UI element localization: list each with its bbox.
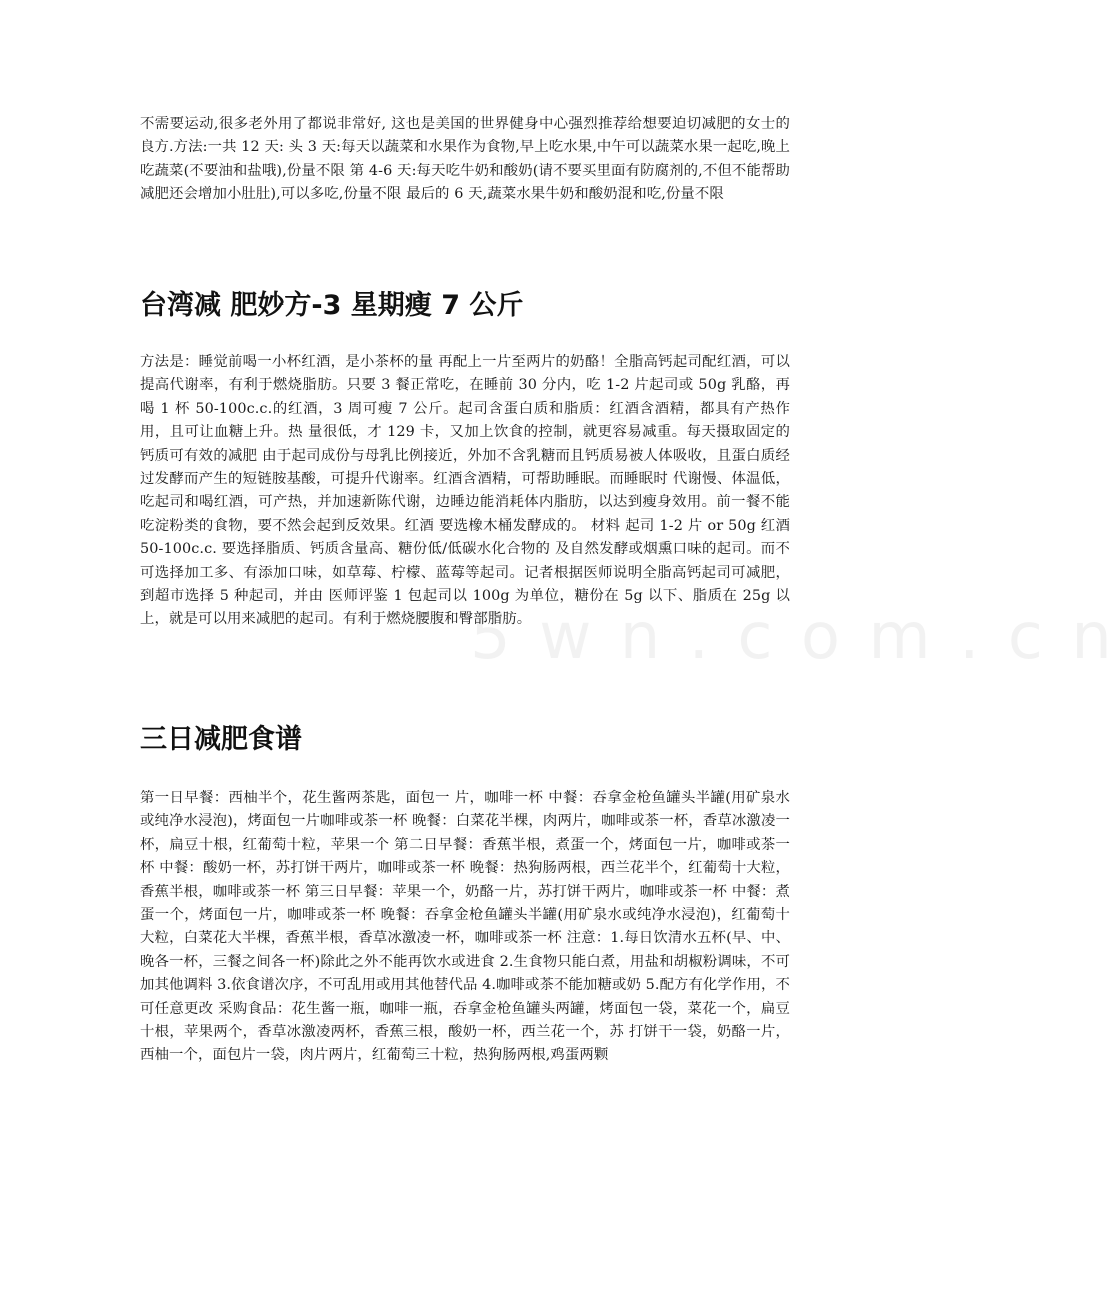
intro-paragraph: 不需要运动,很多老外用了都说非常好, 这也是美国的世界健身中心强烈推荐给想要迫切减肥的女士的良方.方法:一共 12 天: 头 3 天:每天以蔬菜和水果作为食物,早上吃水果,中午可以蔬菜水果一起吃,晚上吃蔬菜(不要油和盐哦),份量不限 第 4-6 天:每天吃牛奶和酸奶(请不要买里面有防腐剂的,不但不能帮助减肥还会增加小肚肚),可以多吃,份量不限 最后的 6 天,蔬菜水果牛奶和酸奶混和吃,份量不限: [140, 116, 790, 203]
section-heading-three-day: 三日减肥食谱: [140, 724, 302, 755]
watermark: 5 w n . c o m . c n: [470, 600, 1116, 674]
section-body-three-day: 第一日早餐：西柚半个，花生酱两茶匙，面包一 片，咖啡一杯 中餐：吞拿金枪鱼罐头半罐(用矿泉水或纯净水浸泡)，烤面包一片咖啡或茶一杯 晚餐：白菜花半棵，肉两片，咖啡或茶一杯，香草冰激凌一杯，扁豆十根，红葡萄十粒，苹果一个 第二日早餐：香蕉半根，煮蛋一个，烤面包一片，咖啡或茶一杯 中餐：酸奶一杯，苏打饼干两片，咖啡或茶一杯 晚餐：热狗肠两根，西兰花半个，红葡萄十大粒，香蕉半根，咖啡或茶一杯 第三日早餐：苹果一个，奶酪一片，苏打饼干两片，咖啡或茶一杯 中餐：煮蛋一个，烤面包一片，咖啡或茶一杯 晚餐：吞拿金枪鱼罐头半罐(用矿泉水或纯净水浸泡)，红葡萄十大粒，白菜花大半棵，香蕉半根，香草冰激凌一杯，咖啡或茶一杯 注意：1.每日饮清水五杯(早、中、晚各一杯，三餐之间各一杯)除此之外不能再饮水或进食 2.生食物只能白煮，用盐和胡椒粉调味，不可加其他调料 3.依食谱次序，不可乱用或用其他替代品 4.咖啡或茶不能加糖或奶 5.配方有化学作用，不可任意更改 采购食品：花生酱一瓶，咖啡一瓶，吞拿金枪鱼罐头两罐，烤面包一袋，菜花一个，扁豆十根，苹果两个，香草冰激凌两杯，香蕉三根，酸奶一杯，西兰花一个，苏 打饼干一袋，奶酪一片，西柚一个，面包片一袋，肉片两片，红葡萄三十粒，热狗肠两根,鸡蛋两颗: [140, 790, 790, 1064]
section-body-taiwan: 方法是：睡觉前喝一小杯红酒，是小茶杯的量 再配上一片至两片的奶酪！全脂高钙起司配红酒，可以提高代谢率，有利于燃烧脂肪。只要 3 餐正常吃，在睡前 30 分内，吃 1-2 片起司或 50g 乳酪，再喝 1 杯 50-100c.c.的红酒，3 周可瘦 7 公斤。起司含蛋白质和脂质：红酒含酒精，都具有产热作用，且可让血糖上升。热 量很低，才 129 卡，又加上饮食的控制，就更容易减重。每天摄取固定的钙质可有效的减肥 由于起司成份与母乳比例接近，外加不含乳糖而且钙质易被人体吸收，且蛋白质经过发酵而产生的短链胺基酸，可提升代谢率。红酒含酒精，可帮助睡眠。而睡眠时 代谢慢、体温低，吃起司和喝红酒，可产热，并加速新陈代谢，边睡边能消耗体内脂肪，以达到瘦身效用。前一餐不能吃淀粉类的食物，要不然会起到反效果。红酒 要选橡木桶发酵成的。 材料 起司 1-2 片 or 50g 红酒 50-100c.c. 要选择脂质、钙质含量高、糖份低/低碳水化合物的 及自然发酵或烟熏口味的起司。而不可选择加工多、有添加口味，如草莓、柠檬、蓝莓等起司。记者根据医师说明全脂高钙起司可减肥，到超市选择 5 种起司，并由 医师评鉴 1 包起司以 100g 为单位，糖份在 5g 以下、脂质在 25g 以上，就是可以用来减肥的起司。有利于燃烧腰腹和臀部脂肪。: [140, 354, 790, 628]
section-heading-taiwan: 台湾减 肥妙方-3 星期瘦 7 公斤: [140, 290, 524, 321]
